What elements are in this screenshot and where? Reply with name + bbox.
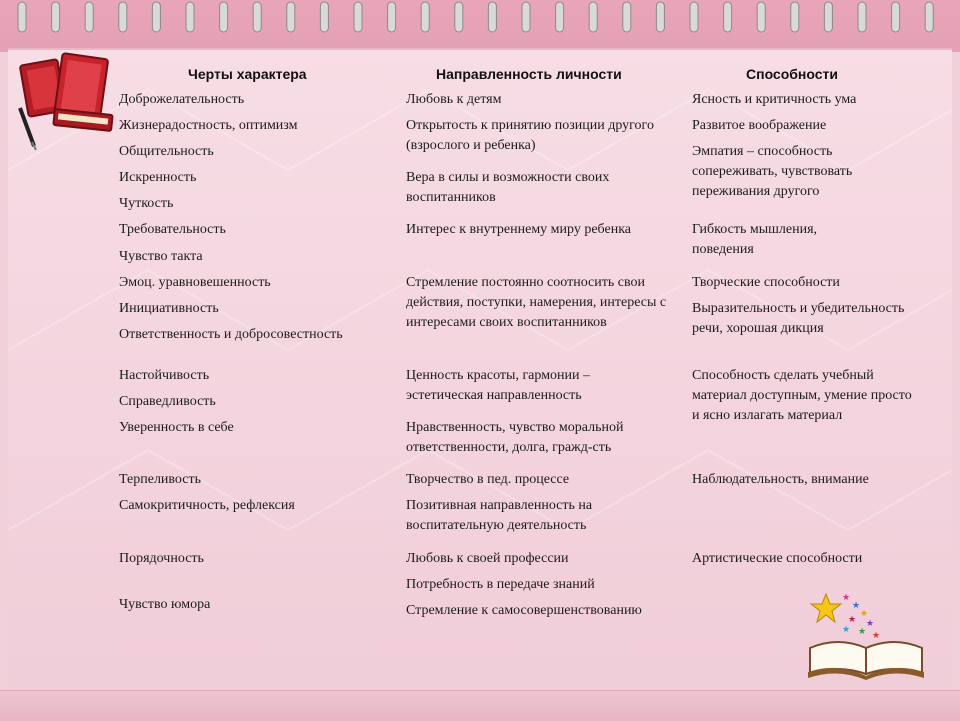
trait-cell: Чувство такта — [119, 249, 203, 264]
binder-ring — [320, 2, 328, 32]
binder-ring — [220, 2, 228, 32]
binder-ring — [287, 2, 295, 32]
svg-text:★: ★ — [860, 609, 869, 619]
svg-text:★: ★ — [848, 615, 857, 625]
binder-ring — [656, 2, 664, 32]
svg-text:★: ★ — [866, 619, 875, 629]
orientation-cell: Стремление к самосовершенствованию — [406, 603, 642, 618]
binder-ring — [724, 2, 732, 32]
spiral-rings — [0, 0, 960, 40]
ability-cell: Гибкость мышления, поведения — [692, 222, 818, 257]
trait-cell: Порядочность — [119, 551, 204, 566]
ability-cell: Способность сделать учебный материал доступным, умение просто и ясно излагать материал — [692, 368, 912, 423]
orientation-cell: Потребность в передаче знаний — [406, 577, 595, 592]
ability-cell: Развитое воображение — [692, 118, 827, 133]
ability-cell: Ясность и критичность ума — [692, 92, 857, 107]
trait-cell: Самокритичность, рефлексия — [119, 498, 295, 513]
trait-cell: Жизнерадостность, оптимизм — [119, 118, 298, 133]
trait-cell: Общительность — [119, 144, 214, 159]
orientation-cell: Открытость к принятию позиции другого (взрослого и ребенка) — [406, 118, 654, 153]
orientation-cell: Творчество в пед. процессе — [406, 472, 570, 487]
orientation-cell: Любовь к своей профессии — [406, 551, 569, 566]
header-character-traits: Черты характера — [188, 66, 307, 82]
binder-ring — [455, 2, 463, 32]
orientation-cell: Интерес к внутреннему миру ребенка — [406, 222, 632, 237]
binder-ring — [253, 2, 261, 32]
binder-ring — [892, 2, 900, 32]
trait-cell: Инициативность — [119, 301, 219, 316]
binder-ring — [522, 2, 530, 32]
binder-ring — [85, 2, 93, 32]
ability-cell: Выразительность и убедительность речи, хорошая дикция — [692, 301, 905, 336]
ability-cell: Эмпатия – способность сопереживать, чувствовать переживания другого — [692, 144, 853, 199]
ability-cell: Артистические способности — [692, 551, 863, 566]
trait-cell: Чуткость — [119, 196, 174, 211]
trait-cell: Справедливость — [119, 394, 216, 409]
svg-text:★: ★ — [858, 627, 867, 637]
binder-ring — [119, 2, 127, 32]
binder-ring — [925, 2, 933, 32]
svg-text:★: ★ — [842, 593, 851, 603]
trait-cell: Ответственность и добросовестность — [119, 327, 343, 342]
orientation-cell: Позитивная направленность на воспитательную деятельность — [406, 498, 593, 533]
ability-cell: Творческие способности — [692, 275, 840, 290]
orientation-cell: Нравственность, чувство моральной ответственности, долга, гражд-сть — [406, 420, 624, 455]
binder-ring — [690, 2, 698, 32]
binder-ring — [623, 2, 631, 32]
trait-cell: Искренность — [119, 170, 197, 185]
binder-ring — [556, 2, 564, 32]
binder-ring — [388, 2, 396, 32]
orientation-cell: Ценность красоты, гармонии – эстетическая направленность — [406, 368, 591, 403]
binder-ring — [354, 2, 362, 32]
orientation-cell: Вера в силы и возможности своих воспитанников — [406, 170, 610, 205]
header-abilities: Способности — [746, 66, 838, 82]
binder-ring — [421, 2, 429, 32]
trait-cell: Уверенность в себе — [119, 420, 234, 435]
binder-ring — [488, 2, 496, 32]
trait-cell: Эмоц. уравновешенность — [119, 275, 271, 290]
svg-text:★: ★ — [842, 625, 851, 635]
trait-cell: Настойчивость — [119, 368, 210, 383]
binder-ring — [589, 2, 597, 32]
binder-ring — [824, 2, 832, 32]
svg-text:★: ★ — [872, 631, 881, 641]
svg-text:★: ★ — [852, 601, 861, 611]
trait-cell: Чувство юмора — [119, 597, 211, 612]
binder-ring — [791, 2, 799, 32]
ability-cell: Наблюдательность, внимание — [692, 472, 869, 487]
open-book-stars-icon — [802, 586, 930, 682]
trait-cell: Терпеливость — [119, 472, 201, 487]
binder-ring — [152, 2, 160, 32]
binder-ring — [52, 2, 60, 32]
red-books-icon — [14, 50, 124, 150]
binder-ring — [858, 2, 866, 32]
orientation-cell: Любовь к детям — [406, 92, 502, 107]
trait-cell: Требовательность — [119, 222, 226, 237]
orientation-cell: Стремление постоянно соотносить свои действия, поступки, намерения, интересы с интересами своих воспитанников — [406, 275, 667, 330]
trait-cell: Доброжелательность — [119, 92, 245, 107]
binder-ring — [18, 2, 26, 32]
binder-ring — [186, 2, 194, 32]
binder-bottom-band — [0, 690, 960, 721]
header-personality-orientation: Направленность личности — [436, 66, 622, 82]
binder-ring — [757, 2, 765, 32]
